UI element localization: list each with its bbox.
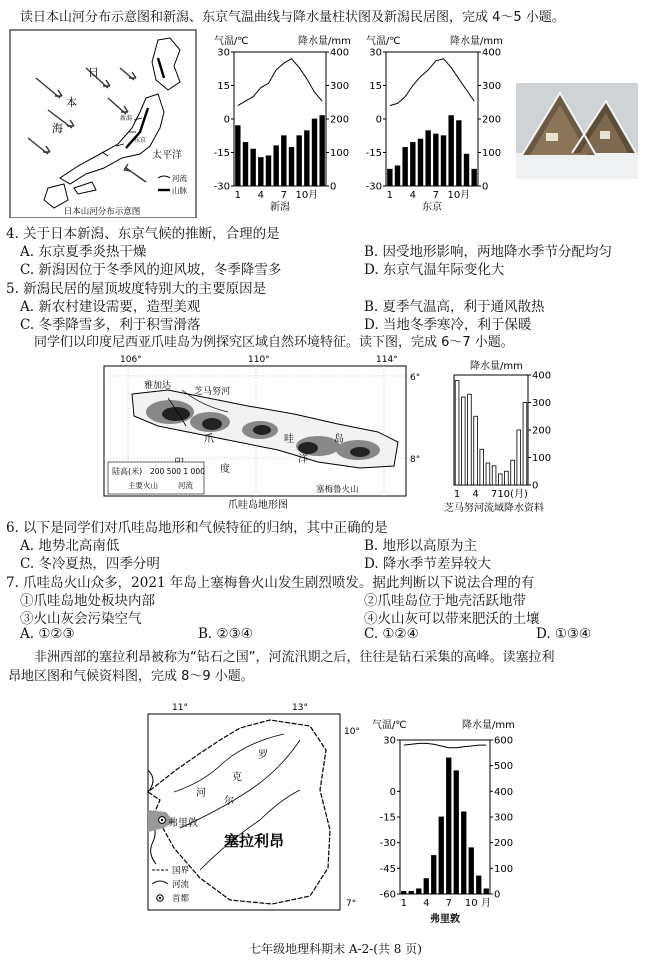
freetown-right-tick: 300 [494, 812, 514, 824]
sl-river-char-2: 克 [232, 772, 242, 783]
freetown-temp-line [404, 743, 487, 747]
sl-legend-river: 河流 [172, 880, 190, 890]
tokyo-left-tick: 30 [369, 47, 382, 59]
niigata-right-tick: 300 [330, 81, 350, 92]
q4-option-c[interactable]: C. 新潟因位于冬季风的迎风坡，冬季降雪多 [20, 262, 282, 278]
q4-stem: 4. 关于日本新潟、东京气候的推断，合理的是 [6, 226, 280, 242]
japan-label-ri: 日 [88, 66, 99, 79]
java-rain-bar [455, 381, 459, 486]
java-label-wa: 哇 [284, 434, 294, 445]
q4-option-a[interactable]: A. 东京夏季炎热干燥 [20, 244, 147, 260]
tokyo-climate-chart [360, 30, 510, 215]
niigata-x-tick: 4 [257, 190, 265, 201]
niigata-rain-bar [305, 131, 310, 186]
freetown-right-tick: 200 [494, 838, 514, 850]
freetown-right-axis-title: 降水量/mm [462, 720, 515, 731]
niigata-left-tick: 0 [223, 114, 230, 126]
niigata-right-axis-title: 降水量/mm [298, 36, 351, 47]
java-rain-bar [498, 474, 502, 485]
japan-label-hai: 海 [52, 122, 63, 135]
java-legend-river: 河流 [178, 481, 193, 490]
tokyo-right-tick: 400 [482, 47, 502, 59]
java-right-tick: 0 [532, 480, 539, 492]
java-rain-bar [474, 416, 478, 485]
tokyo-right-tick: 0 [482, 181, 489, 193]
freetown-right-tick: 400 [494, 786, 514, 798]
tokyo-rain-bar [434, 134, 439, 186]
q5-stem: 5. 新潟民居的屋顶坡度特别大的主要原因是 [6, 281, 267, 297]
freetown-left-tick: 0 [389, 786, 396, 798]
java-map-caption: 爪哇岛地形图 [228, 500, 288, 511]
tokyo-left-tick: -30 [365, 181, 382, 193]
japan-label-tokyo: 东京 [134, 137, 147, 144]
java-label-du: 度 [220, 464, 230, 475]
niigata-house-photo [516, 83, 638, 179]
sl-country-label: 塞拉利昂 [224, 832, 285, 850]
freetown-right-tick: 500 [494, 761, 514, 773]
q7-option-a[interactable]: A. ①②③ [20, 626, 75, 642]
java-label-cimanuk: 芝马努河 [194, 387, 231, 397]
q7-statement-2: ②爪哇岛位于地壳活跃地带 [364, 593, 526, 609]
java-rain-bar [523, 403, 527, 486]
japan-label-pacific: 太平洋 [152, 150, 182, 161]
java-rain-bar [480, 449, 484, 485]
sl-lon-13: 13° [292, 703, 308, 713]
java-x-tick: 7 [490, 489, 498, 500]
tokyo-rain-bar [395, 166, 400, 186]
q7-statement-1: ①爪哇岛地处板块内部 [20, 593, 155, 609]
niigata-right-tick: 0 [330, 181, 337, 193]
niigata-x-tick: 1 [234, 190, 242, 201]
java-rain-bar [486, 463, 490, 485]
java-x-tick: 1 [453, 489, 461, 500]
freetown-rain-bar [477, 876, 482, 894]
sl-river-char-3: 尔 [224, 796, 234, 807]
niigata-left-tick: -15 [213, 148, 230, 159]
niigata-rain-bar [312, 119, 317, 186]
tokyo-rain-bar [464, 154, 469, 186]
niigata-left-tick: -30 [213, 181, 230, 193]
intro-8-9-line2: 昂地区图和气候资料图，完成 8～9 小题。 [8, 669, 254, 684]
japan-label-ben: 本 [66, 96, 77, 109]
java-lon-106: 106° [120, 355, 142, 365]
freetown-left-tick: -30 [379, 838, 396, 850]
java-right-tick: 100 [532, 453, 552, 464]
freetown-right-tick: 600 [494, 735, 514, 747]
java-chart-axis-title: 降水量/mm [470, 361, 523, 372]
tokyo-rain-bar [449, 116, 454, 186]
q5-option-d[interactable]: D. 当地冬季寒冷，利于保暖 [364, 317, 532, 333]
niigata-x-tick: 10月 [295, 190, 319, 201]
tokyo-x-tick: 1 [386, 190, 394, 201]
q7-stem: 7. 爪哇岛火山众多，2021 年岛上塞梅鲁火山发生剧烈喷发。据此判断以下说法合理的有 [6, 575, 535, 591]
intro-6-7: 同学们以印度尼西亚爪哇岛为例探究区域自然环境特征。读下图，完成 6～7 小题。 [34, 335, 514, 350]
freetown-x-tick: 4 [423, 898, 430, 909]
q6-option-a[interactable]: A. 地势北高南低 [20, 538, 120, 554]
niigata-right-tick: 100 [330, 148, 350, 159]
tokyo-left-tick: 0 [375, 114, 382, 126]
java-rain-bar [468, 394, 472, 485]
freetown-right-tick: 0 [494, 889, 501, 901]
java-label-zhua: 爪 [204, 434, 214, 445]
niigata-rain-bar [266, 156, 271, 186]
freetown-rain-bar [409, 891, 414, 894]
tokyo-rain-bar [472, 169, 477, 186]
tokyo-right-tick: 100 [482, 148, 502, 159]
java-lat-6: 6° [410, 373, 421, 383]
freetown-left-tick: -15 [379, 812, 396, 824]
tokyo-left-tick: 15 [369, 81, 382, 92]
java-x-tick: 10(月) [497, 489, 528, 500]
niigata-left-tick: 15 [217, 81, 230, 92]
legend-mountain: 山脉 [172, 186, 187, 195]
java-label-semeru: 塞梅鲁火山 [316, 485, 359, 495]
java-rain-bar [461, 397, 465, 485]
java-x-tick: 4 [472, 489, 479, 500]
java-legend-title: 陆高(米) [112, 467, 143, 476]
q5-option-c[interactable]: C. 冬季降雪多，利于积雪滑落 [20, 317, 201, 333]
q7-option-b[interactable]: B. ②③④ [198, 626, 253, 642]
tokyo-rain-bar [388, 169, 393, 186]
freetown-rain-bar [484, 889, 489, 894]
freetown-x-tick: 月 [481, 898, 491, 909]
niigata-rain-bar [251, 149, 256, 186]
tokyo-right-axis-title: 降水量/mm [450, 36, 503, 47]
java-lat-8: 8° [410, 455, 421, 465]
freetown-rain-bar [424, 879, 429, 894]
sierra-leone-map [140, 700, 372, 922]
japan-map [8, 28, 198, 218]
java-legend-volcano: 主要火山 [128, 481, 158, 490]
niigata-x-tick: 7 [280, 190, 288, 201]
japan-label-niigata: 新潟 [120, 115, 133, 122]
q6-stem: 6. 以下是同学们对爪哇岛地形和气候特征的归纳，其中正确的是 [6, 520, 388, 536]
sl-legend-border: 国界 [172, 866, 190, 876]
niigata-rain-bar [282, 136, 287, 186]
freetown-climate-chart [370, 714, 528, 926]
tokyo-rain-bar [403, 147, 408, 186]
niigata-rain-bar [289, 147, 294, 186]
tokyo-x-tick: 4 [409, 190, 417, 201]
q7-statement-3: ③火山灰会污染空气 [20, 611, 142, 627]
sl-lat-7: 7° [346, 899, 357, 909]
tokyo-rain-bar [457, 121, 462, 186]
tokyo-rain-bar [426, 131, 431, 186]
tokyo-station-label: 东京 [422, 202, 442, 213]
niigata-temp-line [238, 59, 322, 106]
q5-option-b[interactable]: B. 夏季气温高，利于通风散热 [364, 299, 545, 315]
q7-statement-4: ④火山灰可以带来肥沃的土壤 [364, 611, 540, 627]
q4-option-d[interactable]: D. 东京气温年际变化大 [364, 262, 505, 278]
freetown-rain-bar [439, 817, 444, 894]
java-lon-110: 110° [248, 355, 270, 365]
java-label-jakarta: 雅加达 [144, 381, 172, 391]
tokyo-temp-line [390, 59, 474, 106]
q6-option-c[interactable]: C. 冬冷夏热，四季分明 [20, 556, 160, 572]
freetown-x-tick: 7 [445, 898, 452, 909]
java-lon-114: 114° [376, 355, 398, 365]
q7-option-c[interactable]: C. ①②④ [364, 626, 419, 642]
niigata-rain-bar [236, 126, 241, 186]
tokyo-rain-bar [441, 136, 446, 186]
niigata-rain-bar [274, 146, 279, 186]
japan-map-caption: 日本山河分布示意图 [63, 207, 141, 217]
java-label-dao: 岛 [334, 434, 344, 445]
freetown-x-tick: 1 [400, 898, 407, 909]
niigata-climate-chart [208, 30, 358, 215]
sl-river-char-4: 河 [196, 788, 206, 799]
java-chart-caption: 芝马努河流域降水资料 [444, 503, 544, 514]
freetown-rain-bar [447, 758, 452, 894]
sl-river-char-1: 罗 [258, 750, 268, 761]
tokyo-x-tick: 10月 [447, 190, 471, 201]
niigata-station-label: 新潟 [270, 202, 290, 213]
freetown-station-label: 弗里敦 [430, 914, 460, 925]
java-rainfall-chart [430, 357, 560, 515]
niigata-rain-bar [297, 136, 302, 186]
niigata-right-tick: 200 [330, 114, 350, 126]
niigata-rain-bar [320, 116, 325, 186]
freetown-left-tick: 30 [383, 735, 396, 747]
freetown-left-tick: -45 [379, 863, 396, 875]
freetown-rain-bar [432, 856, 437, 895]
freetown-rain-bar [417, 889, 422, 894]
tokyo-x-tick: 7 [432, 190, 440, 201]
java-map [98, 350, 428, 512]
tokyo-right-tick: 200 [482, 114, 502, 126]
java-label-yang: 洋 [298, 454, 308, 465]
niigata-left-tick: 30 [217, 47, 230, 59]
q4-option-b[interactable]: B. 因受地形影响，两地降水季节分配均匀 [364, 244, 613, 260]
java-legend-values: 200 500 1 000 [150, 467, 205, 476]
tokyo-rain-bar [418, 139, 423, 186]
freetown-left-tick: -60 [379, 889, 396, 901]
q7-option-d[interactable]: D. ①③④ [536, 626, 592, 642]
java-right-tick: 200 [532, 425, 552, 437]
tokyo-left-tick: -15 [365, 148, 382, 159]
niigata-left-axis-title: 气温/℃ [214, 36, 249, 47]
java-rain-bar [492, 466, 496, 485]
freetown-left-axis-title: 气温/℃ [372, 720, 407, 731]
freetown-x-tick: 10 [464, 898, 478, 909]
tokyo-left-axis-title: 气温/℃ [366, 36, 401, 47]
niigata-rain-bar [243, 142, 248, 186]
intro-8-9-line1: 非洲西部的塞拉利昂被称为“钻石之国”，河流汛期之后，往往是钻石采集的高峰。读塞拉利 [34, 650, 555, 665]
java-rain-bar [505, 471, 509, 485]
freetown-right-tick: 100 [494, 863, 514, 875]
java-rain-bar [511, 460, 515, 485]
tokyo-rain-bar [411, 142, 416, 186]
legend-river: 河流 [172, 174, 187, 183]
sl-lon-11: 11° [172, 703, 188, 713]
page-footer: 七年级地理科期末 A-2-(共 8 页) [249, 942, 422, 956]
sl-legend-capital: 首都 [172, 894, 190, 904]
java-rain-bar [517, 430, 521, 485]
freetown-rain-bar [402, 891, 407, 894]
niigata-right-tick: 400 [330, 47, 350, 59]
java-right-tick: 400 [532, 370, 552, 382]
q6-option-b[interactable]: B. 地形以高原为主 [364, 538, 478, 554]
tokyo-right-tick: 300 [482, 81, 502, 92]
sl-capital-label: 弗里敦 [168, 818, 198, 829]
q6-option-d[interactable]: D. 降水季节差异较大 [364, 556, 491, 572]
sl-lat-10: 10° [344, 727, 360, 737]
freetown-rain-bar [454, 771, 459, 894]
java-right-tick: 300 [532, 398, 552, 409]
q5-option-a[interactable]: A. 新农村建设需要，造型美观 [20, 299, 201, 315]
freetown-rain-bar [462, 812, 467, 894]
intro-4-5: 读日本山河分布示意图和新潟、东京气温曲线与降水量柱状图及新潟民居图，完成 4～5 小题。 [20, 10, 565, 25]
freetown-rain-bar [469, 848, 474, 894]
niigata-rain-bar [259, 158, 264, 186]
